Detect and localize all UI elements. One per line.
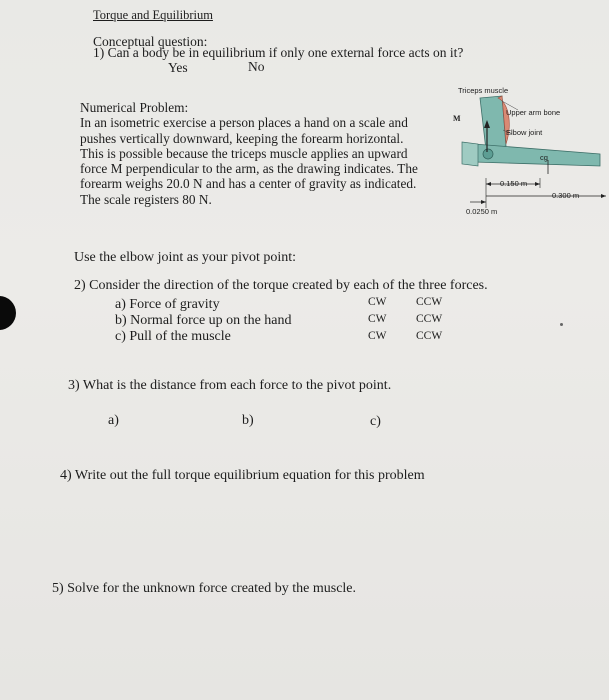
q2-item-c: c) Pull of the muscle	[115, 329, 231, 344]
dim-00250: 0.0250 m	[466, 207, 498, 216]
q2-item-b: b) Normal force up on the hand	[115, 313, 292, 328]
upper-arm-label: Upper arm bone	[506, 108, 561, 117]
answer-no: No	[248, 59, 265, 74]
cg-label: cg	[540, 153, 548, 162]
question-3: 3) What is the distance from each force to the pivot point.	[68, 378, 392, 393]
problem-line: forearm weighs 20.0 N and has a center of gravity as indicated.	[80, 176, 417, 192]
q2-c-cw: CW	[368, 330, 387, 342]
numerical-heading: Numerical Problem:	[80, 100, 189, 115]
dim-0300: 0.300 m	[552, 191, 580, 200]
numerical-problem	[80, 100, 418, 207]
elbow-joint-label: Elbow joint	[506, 128, 543, 137]
q3-answer-a: a)	[108, 413, 119, 428]
problem-line: This is possible because the triceps muscle applies an upward	[80, 145, 408, 161]
problem-line: In an isometric exercise a person places a hand on a scale and	[80, 115, 408, 131]
punch-hole	[0, 296, 16, 330]
m-force-label: M	[453, 114, 461, 123]
answer-yes: Yes	[168, 60, 188, 75]
problem-line: pushes vertically downward, keeping the forearm horizontal.	[80, 130, 404, 146]
question-5: 5) Solve for the unknown force created by the muscle.	[52, 581, 357, 596]
pivot-instruction: Use the elbow joint as your pivot point:	[74, 250, 297, 265]
q2-b-ccw: CCW	[416, 313, 443, 325]
q3-answer-b: b)	[242, 413, 254, 428]
arm-diagram	[440, 86, 609, 222]
question-4: 4) Write out the full torque equilibrium equation for this problem	[60, 468, 425, 483]
problem-line: The scale registers 80 N.	[80, 191, 212, 207]
q2-item-a: a) Force of gravity	[115, 297, 220, 312]
q2-b-cw: CW	[368, 313, 387, 325]
problem-line: force M perpendicular to the arm, as the drawing indicates. The	[80, 161, 418, 177]
q3-answer-c: c)	[370, 414, 381, 429]
q2-a-ccw: CCW	[416, 296, 443, 308]
arm-illustration	[440, 86, 609, 222]
q2-a-cw: CW	[368, 296, 387, 308]
conceptual-heading: Conceptual question:	[93, 34, 208, 49]
stray-dot	[560, 323, 563, 326]
question-2: 2) Consider the direction of the torque created by each of the three forces.	[74, 278, 488, 293]
triceps-label: Triceps muscle	[458, 86, 509, 95]
page-title: Torque and Equilibrium	[93, 8, 213, 22]
dim-0150: 0.150 m	[500, 179, 528, 188]
q2-c-ccw: CCW	[416, 330, 443, 342]
question-1: 1) Can a body be in equilibrium if only one external force acts on it?	[93, 45, 464, 60]
